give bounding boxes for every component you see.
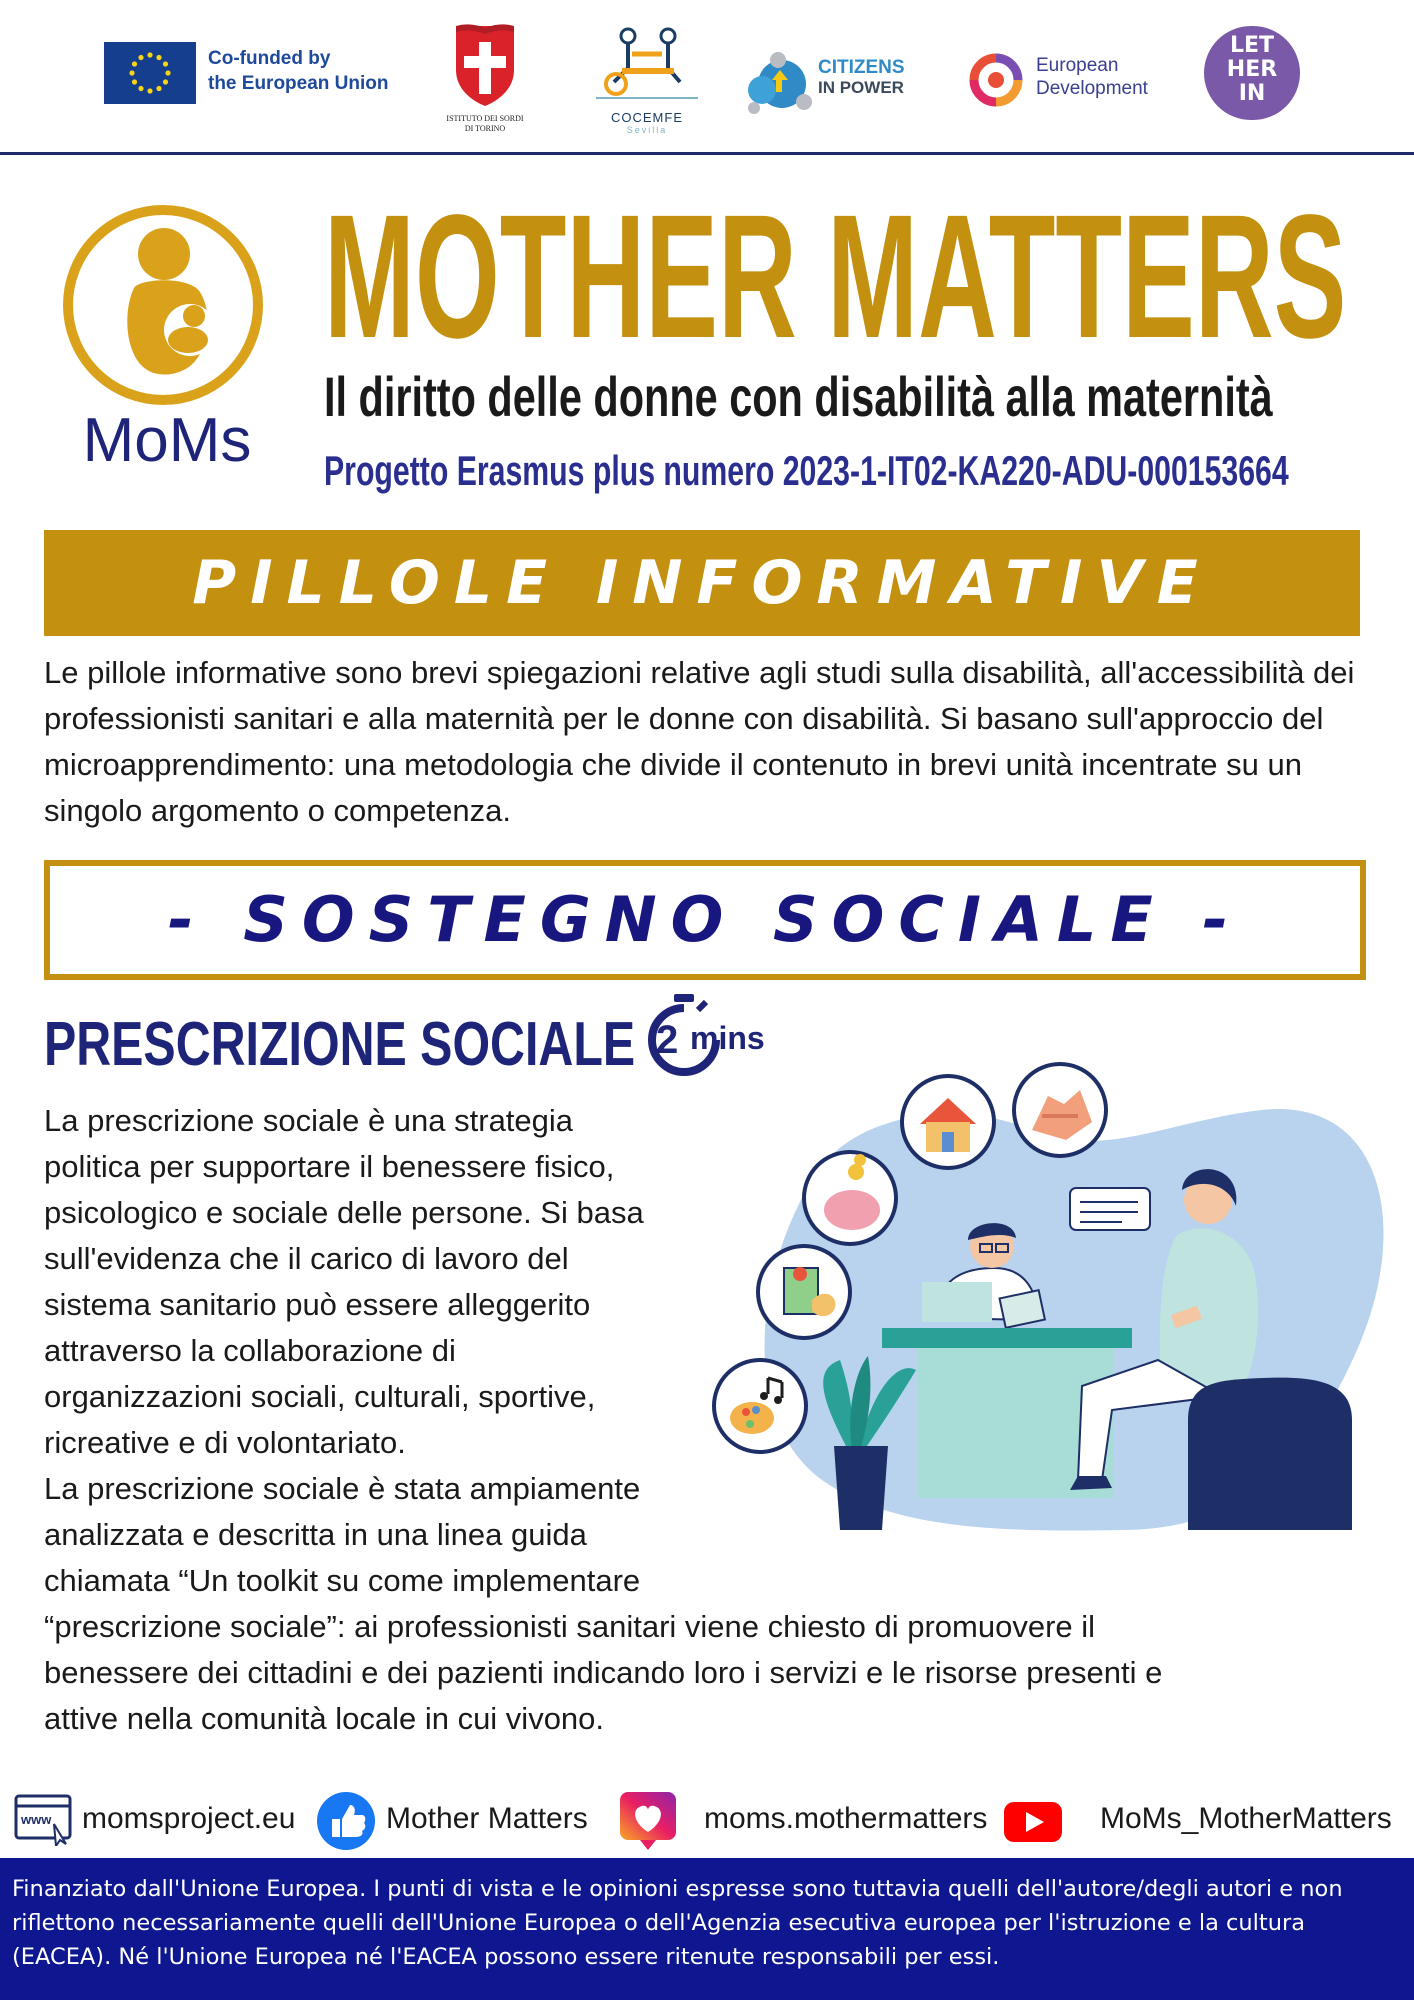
eu-cofunded-label: Co-funded by the European Union bbox=[208, 48, 389, 94]
moms-logo-icon bbox=[60, 202, 266, 408]
istituto-sordi-logo: ISTITUTO DEI SORDI DI TORINO bbox=[430, 22, 540, 137]
www-badge: www bbox=[21, 1812, 52, 1827]
instagram-label: moms.mothermatters bbox=[704, 1802, 988, 1835]
cocemfe-logo: COCEMFE Sevilla bbox=[590, 24, 704, 142]
body-line: attive nella comunità locale in cui vivono. bbox=[44, 1701, 605, 1736]
project-number: Progetto Erasmus plus numero 2023-1-IT02-KA220-ADU-000153664 bbox=[324, 447, 1289, 494]
facebook-label: Mother Matters bbox=[386, 1802, 588, 1835]
body-line: sistema sanitario può essere alleggerito bbox=[44, 1287, 591, 1322]
cloud-hub-icon bbox=[742, 46, 814, 118]
page-subtitle: Il diritto delle donne con disabilità alla maternità bbox=[324, 365, 1273, 428]
pillole-banner-label: PILLOLE INFORMATIVE bbox=[192, 548, 1212, 618]
social-links-row bbox=[14, 1790, 1410, 1852]
body-line: organizzazioni sociali, culturali, sportive, bbox=[44, 1379, 596, 1414]
disclaimer-text: Finanziato dall'Unione Europea. I punti di vista e le opinioni espresse sono tuttavia quelli dell'autore/degli autori e non riflettono necessariamente quelli dell'Unione Europea o dell'Agenzia esecutiva europea per l'istruzione e la cultura (EACEA). Né l'Unione Europea né l'EACEA possono essere ritenute responsabili per essi. bbox=[12, 1876, 1343, 1970]
section-body bbox=[44, 1098, 1374, 1742]
body-line: La prescrizione sociale è stata ampiamente bbox=[44, 1471, 641, 1506]
eu-flag-icon bbox=[104, 42, 196, 104]
let-her-in-logo: LET HER IN bbox=[1204, 26, 1300, 120]
body-line: La prescrizione sociale è una strategia bbox=[44, 1103, 574, 1138]
body-line: attraverso la collaborazione di bbox=[44, 1333, 456, 1368]
european-development-logo: European Development bbox=[964, 44, 1184, 114]
page-title: MOTHER MATTERS bbox=[324, 179, 1347, 375]
people-circle-icon bbox=[964, 48, 1028, 112]
facebook-like-icon bbox=[316, 1791, 376, 1851]
intro-paragraph: Le pillole informative sono brevi spiegazioni relative agli studi sulla disabilità, all'accessibilità dei professionisti sanitari e alla maternità per le donne con disabilità. Si basano sull'approccio del microapprendimento: una metodologia che divide il contenuto in brevi unità incentrate su un singolo argomento o competenza. bbox=[44, 655, 1355, 828]
header-divider bbox=[0, 152, 1414, 155]
pillole-banner bbox=[44, 530, 1360, 636]
people-table-icon bbox=[592, 24, 702, 104]
body-line: politica per supportare il benessere fisico, bbox=[44, 1149, 615, 1184]
timer-unit: mins bbox=[690, 1020, 765, 1056]
timer-number: 2 bbox=[656, 1018, 679, 1062]
body-line: ricreative e di volontariato. bbox=[44, 1425, 406, 1460]
moms-logo-word: MoMs bbox=[82, 406, 252, 475]
website-label: momsproject.eu bbox=[82, 1802, 296, 1835]
facebook-link[interactable] bbox=[316, 1790, 626, 1852]
body-line: chiamata “Un toolkit su come implementare bbox=[44, 1563, 641, 1598]
topic-banner bbox=[44, 860, 1366, 980]
topic-banner-label: - SOSTEGNO SOCIALE - bbox=[167, 883, 1243, 956]
body-line: sull'evidenza che il carico di lavoro del bbox=[44, 1241, 569, 1276]
youtube-label: MoMs_MotherMatters bbox=[1100, 1802, 1392, 1835]
youtube-link[interactable] bbox=[1002, 1790, 1410, 1852]
instagram-heart-icon bbox=[618, 1790, 680, 1852]
shield-cross-icon bbox=[450, 22, 520, 108]
website-link[interactable] bbox=[14, 1790, 314, 1852]
citizens-in-power-logo: CITIZENS IN POWER bbox=[742, 46, 922, 118]
section-title: PRESCRIZIONE SOCIALE bbox=[44, 1010, 636, 1079]
eu-disclaimer-footer bbox=[0, 1858, 1414, 2000]
body-line: “prescrizione sociale”: ai professionisti sanitari viene chiesto di promuovere il bbox=[44, 1609, 1096, 1644]
youtube-play-icon bbox=[1002, 1800, 1064, 1844]
partner-logos-bar bbox=[0, 0, 1414, 152]
body-line: benessere dei cittadini e dei pazienti indicando loro i servizi e le risorse presenti e bbox=[44, 1655, 1163, 1690]
instagram-link[interactable] bbox=[618, 1790, 1018, 1852]
body-line: psicologico e sociale delle persone. Si basa bbox=[44, 1195, 644, 1230]
body-line: analizzata e descritta in una linea guida bbox=[44, 1517, 587, 1552]
